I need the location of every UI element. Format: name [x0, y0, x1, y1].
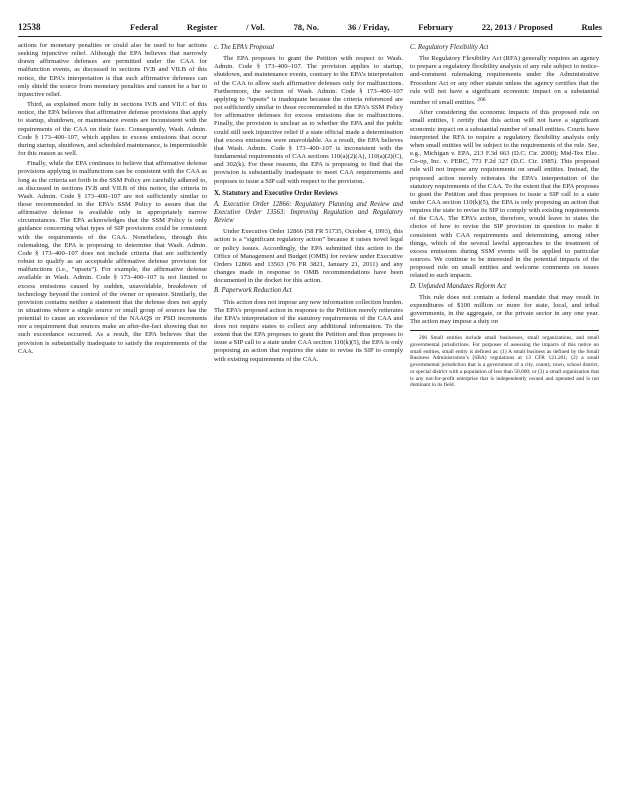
section-heading: X. Statutory and Executive Order Reviews: [214, 189, 338, 197]
header-part: 22, 2013 / Proposed: [481, 22, 553, 32]
subsection-heading: A. Executive Order 12866: Regulatory Planning and Review and Executive Order 13563: Improving Regulation and Regulatory Review: [214, 200, 403, 225]
column-left: [18, 42, 207, 358]
header-part: 36 / Friday,: [347, 22, 390, 32]
section-heading: c. The EPA’s Proposal: [214, 44, 275, 51]
subsection-heading: B. Paperwork Reduction Act: [214, 287, 292, 295]
page-number: 12538: [18, 22, 41, 32]
footnote-text: 206 Small entities include small businesses, small organizations, and small governmental jurisdictions. For purposes of assessing the impacts of this notice on small entities, small entity is defined as: (1) A small business as defined by the Small Business Administration’s (SBA) regulations at 13 CFR 121.201; (2) a small governmental jurisdiction that is a government of a city, county, town, school district, or special district with a population of less than 50,000; or (3) a small organization that is any not-for-profit enterprise that is independently owned and operated and is not dominant in its field.: [410, 335, 599, 389]
header-part: / Vol.: [246, 22, 265, 32]
subsection-heading: C. Regulatory Flexibility Act: [410, 44, 489, 51]
paragraph: This action does not impose any new information collection burden. The EPA’s proposed action in response to the Petition merely reiterates the EPA’s interpretation of the statutory requirements of the CAA and does not require states to collect any additional information. To the extent that the EPA proposes to grant the Petition and thus proposes to issue a SIP call to a state under CAA section 110(k)(5), the EPA is only proposing an action that requires the state to revise its SIP to comply with existing requirements of the CAA.: [214, 298, 403, 363]
paragraph: Under Executive Order 12866 (58 FR 51735, October 4, 1993), this action is a “significant regulatory action” because it raises novel legal or policy issues. Accordingly, the EPA submitted this action to the Office of Management and Budget (OMB) for review under Executive Orders 12866 and 13563 (76 FR 3821, January 21, 2011) and any changes made in response to OMB recommendations have been documented in the docket for this action.: [214, 228, 403, 285]
header-part: Federal: [130, 22, 159, 32]
header-part: Register: [186, 22, 218, 32]
paragraph: Finally, while the EPA continues to believe that affirmative defense provisions applying to malfunctions can be consistent with the CAA as long as the criteria set forth in the SSM Policy are carefully adhered to, as discussed in sections IV.B and VII.B of this notice, the criteria in Wash. Admin. Code § 173–400–107 are not sufficiently similar to those recommended in the EPA’s SSM Policy to assure that the affirmative defense is available only in appropriately narrow circumstances. The EPA acknowledges that the SSM Policy is only guidance concerning what types of SIP provisions could be consistent with the requirements of the CAA. Nonetheless, through this rulemaking, the EPA is proposing to determine that Wash. Admin. Code § 173–400–107 does not include criteria that are sufficiently robust to qualify as an acceptable affirmative defense provision for malfunctions (i.e., “upsets”). For example, the affirmative defense available in Wash. Admin. Code § 173–400–107 is not limited to excess emissions caused by sudden, unavoidable, breakdown of technology beyond the control of the owner or operator. Similarly, the provision contains neither a statement that the defense does not apply in situations where a single source or small group of sources has the potential to cause an exceedance of the NAAQS or PSD increments nor a requirement that sources make an after-the-fact showing that no such exceedance occurred. As a result, the EPA believes that the provision is substantially inadequate to satisfy the requirements of the CAA.: [18, 160, 207, 355]
footnote: [410, 330, 599, 389]
paragraph: This rule does not contain a federal mandate that may result in expenditures of $100 million or more for state, local, and tribal governments, in the aggregate, or the private sector in any one year. The action may impose a duty on: [410, 293, 599, 326]
header-citation: [130, 22, 602, 32]
paragraph-text: The Regulatory Flexibility Act (RFA) generally requires an agency to prepare a regulatory flexibility analysis of any rule subject to notice-and-comment rulemaking requirements under the Administrative Procedure Act or any other statute unless the agency certifies that the rule will not have a significant economic impact on a substantial number of small entities.: [410, 55, 599, 107]
subsection-heading: D. Unfunded Mandates Reform Act: [410, 282, 506, 290]
paragraph: actions for monetary penalties or could also be used to bar actions seeking injunctive relief. Although the EPA believes that narrowly drawn affirmative defenses are permitted under the CAA for malfunction events, as discussed in sections IV.B and VII.B of this notice, the EPA’s interpretation is that such affirmative defenses can only shield the source from monetary penalties and cannot be a bar to injunctive relief.: [18, 42, 207, 98]
header-part: 78, No.: [293, 22, 320, 32]
column-right: [410, 42, 599, 389]
paragraph: The EPA proposes to grant the Petition with respect to Wash. Admin. Code § 173–400–107. The provision applies to startup, shutdown, and maintenance events, contrary to the EPA’s interpretation of the CAA to allow such affirmative defenses only for malfunctions. Furthermore, the section of Wash. Admin. Code § 173–400–107 applying to “upsets” is inadequate because the criteria referenced are not sufficiently similar to those recommended in the EPA’s SSM Policy for affirmative defenses for excess emissions due to malfunctions. Finally, the provision is unclear as to whether the EPA and the public could still seek injunctive relief if a state official made a determination that excess emissions were unavoidable. As a result, the EPA believes that Wash. Admin. Code § 173–400–107 is inconsistent with the fundamental requirements of CAA sections 110(a)(2)(A), 110(a)(2)(C), and 302(k). For these reasons, the EPA is proposing to find that the provision is substantially inadequate to meet CAA requirements and proposes to issue a SIP call with respect to the provision.: [214, 55, 403, 185]
header-part: February: [418, 22, 454, 32]
column-middle: [214, 42, 403, 366]
paragraph: Third, as explained more fully in sections IV.B and VII.C of this notice, the EPA believes that affirmative defense provisions that apply to startup, shutdown, or maintenance events are inconsistent with the requirements of the CAA on their face. Consequently, Wash. Admin. Code § 173–400–107, which applies to excess emissions that occur during startup, shutdown, and scheduled maintenance, is impermissible for this reason as well.: [18, 101, 207, 158]
header-part: Rules: [581, 22, 602, 32]
footnote-marker: 206: [477, 96, 486, 103]
paragraph: After considering the economic impacts of this proposed rule on small entities, I certify that this action will not have a significant economic impact on a substantial number of small entities. Courts have interpreted the RFA to require a regulatory flexibility analysis only when small entities will be subject to the requirements of the rule. See, e.g., Michigan v. EPA, 213 F.3d 663 (D.C. Cir. 2000); Mid-Tex Elec. Co-op, Inc. v. FERC, 773 F.2d 327 (D.C. Cir. 1985). This proposed rule will not impose any requirements on small entities. Instead, the proposed action merely reiterates the EPA’s interpretation of the statutory requirements of the CAA. To the extent that the EPA proposes to grant the Petition and thus proposes to issue a SIP call to a state under CAA section 110(k)(5), the EPA is only proposing an action that requires the state to revise its SIP to comply with existing requirements of the CAA. The EPA’s action, therefore, would leave to states the choice of how to revise the SIP provision in question to make it consistent with CAA requirements and determining, among other things, which of the several lawful approaches to the treatment of excess emissions during SSM events will be applied to particular sources. We continue to be interested in the potential impacts of the proposed rule on small entities and welcome comments on issues related to such impacts.: [410, 109, 599, 280]
paragraph: [410, 55, 599, 107]
page-header: [18, 22, 602, 37]
